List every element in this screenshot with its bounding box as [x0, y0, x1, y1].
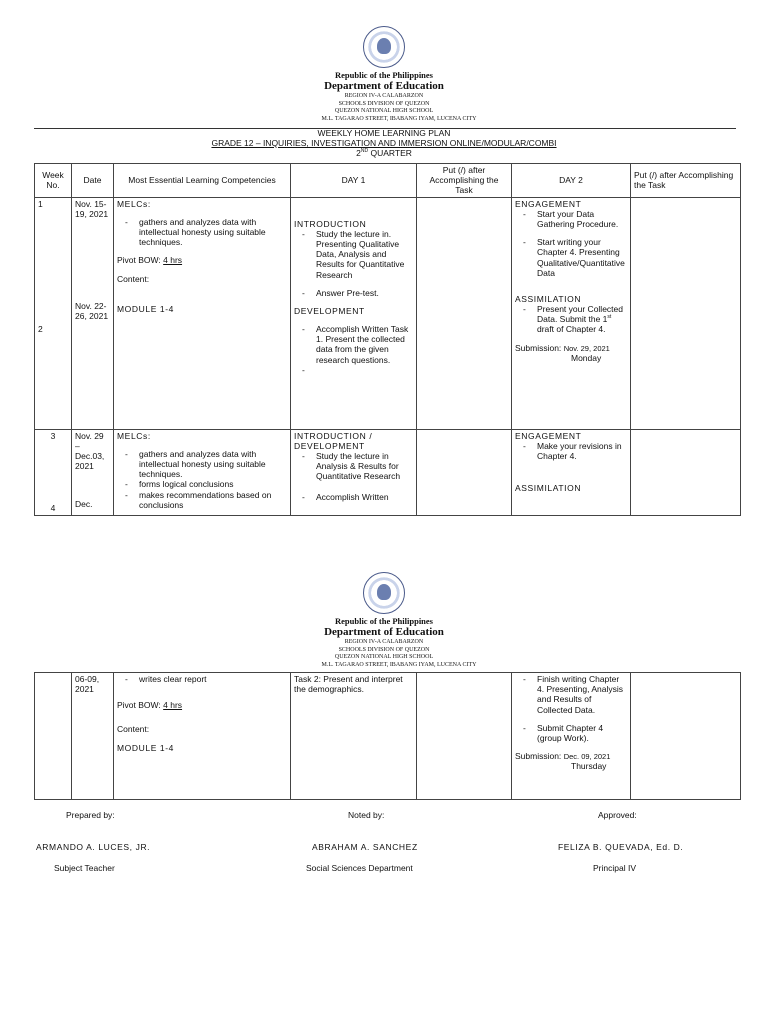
checkbox-cell-day2[interactable] — [631, 673, 741, 800]
deped-seal-icon — [363, 572, 405, 614]
prepared-title: Subject Teacher — [54, 863, 115, 873]
checkbox-cell-day1[interactable] — [417, 197, 512, 429]
engagement-heading: ENGAGEMENT — [515, 198, 582, 209]
week-number: 1 — [38, 198, 43, 209]
table-row — [35, 197, 741, 429]
learning-plan-table — [34, 163, 741, 516]
approved-name: FELIZA B. QUEVADA, Ed. D. — [558, 842, 684, 852]
day2-task: - Start writing your Chapter 4. Presenting Qualitative/Quantitative Data — [537, 237, 627, 278]
pivot-bow — [117, 700, 287, 710]
content-label: Content: — [117, 273, 150, 284]
pivot-value: 4 hrs — [163, 255, 183, 266]
region-label: REGION IV-A CALABARZON — [344, 639, 424, 646]
submission-date: Dec. 09, 2021 — [563, 752, 611, 762]
pivot-label: Pivot BOW: — [117, 700, 161, 711]
week-number: 4 — [50, 502, 56, 513]
header-put2: Put (/) after Accomplishing the Task — [631, 164, 741, 198]
day2-cell — [512, 673, 631, 800]
header-put1: Put (/) after Accomplishing the Task — [417, 164, 512, 198]
table-header-row — [35, 164, 741, 198]
assimilation-heading: ASSIMILATION — [515, 483, 582, 494]
submission-label: Submission: — [515, 342, 562, 353]
content-label: Content: — [117, 724, 150, 735]
engagement-heading: ENGAGEMENT — [515, 430, 582, 441]
header-melc: Most Essential Learning Competencies — [114, 164, 291, 198]
date-range: Nov. 15-19, 2021 — [75, 198, 109, 219]
approved-label: Approved: — [598, 810, 637, 820]
school-name: QUEZON NATIONAL HIGH SCHOOL — [334, 108, 434, 115]
checkbox-cell-day1[interactable] — [417, 429, 512, 515]
letterhead-page1 — [0, 26, 768, 123]
introduction-heading: INTRODUCTION — [294, 218, 367, 229]
learning-plan-table-continued — [34, 672, 741, 800]
quarter-number: 2 — [356, 147, 361, 158]
department-name: Department of Education — [324, 626, 444, 639]
day2-task: - Finish writing Chapter 4. Presenting, Analysis and Results of Collected Data. — [537, 674, 627, 715]
school-address: M.L. TAGARAO STREET, IBABANG IYAM, LUCENA CITY — [321, 115, 477, 122]
plan-title-line1: WEEKLY HOME LEARNING PLAN — [317, 128, 451, 138]
pivot-label: Pivot BOW: — [117, 255, 161, 266]
quarter-word: QUARTER — [370, 147, 412, 158]
day1-cell: Task 2: Present and interpret the demographics. — [291, 673, 417, 800]
day2-cell — [512, 197, 631, 429]
melcs-heading: MELCs: — [117, 198, 151, 209]
prepared-by-label: Prepared by: — [66, 810, 115, 820]
deped-seal-icon — [363, 26, 405, 68]
module-label: MODULE 1-4 — [117, 742, 175, 753]
day2-task — [537, 304, 627, 335]
header-week: Week No. — [35, 164, 72, 198]
school-name: QUEZON NATIONAL HIGH SCHOOL — [334, 654, 434, 661]
date-cell: 06-09, 2021 — [72, 673, 114, 800]
submission-day: Thursday — [571, 761, 607, 772]
melc-item: - gathers and analyzes data with intellectual honesty using suitable techniques. — [139, 217, 287, 248]
submission-info — [515, 343, 627, 353]
day2-task: - Make your revisions in Chapter 4. — [537, 441, 627, 461]
header-day1: DAY 1 — [291, 164, 417, 198]
day1-task: - Study the lecture in. Presenting Qualitative Data, Analysis and Results for Quantitative Research — [316, 229, 413, 280]
day2-task: - Start your Data Gathering Procedure. — [537, 209, 627, 229]
plan-title — [0, 129, 768, 158]
approved-title: Principal IV — [593, 863, 636, 873]
letterhead-page2 — [0, 572, 768, 669]
date-range: Dec. — [75, 499, 93, 510]
day1-task: - Accomplish Written — [316, 492, 413, 502]
school-address: M.L. TAGARAO STREET, IBABANG IYAM, LUCENA CITY — [321, 661, 477, 668]
checkbox-cell-day2[interactable] — [631, 429, 741, 515]
republic-label: Republic of the Philippines — [334, 70, 433, 80]
pivot-value: 4 hrs — [163, 700, 183, 711]
table-row — [35, 429, 741, 515]
task-text: Present your Collected Data. Submit the 1 — [537, 304, 623, 325]
melc-cell — [114, 429, 291, 515]
week-cell — [35, 197, 72, 429]
day2-task: - Submit Chapter 4 (group Work). — [537, 723, 627, 743]
republic-label: Republic of the Philippines — [334, 616, 433, 626]
module-label: MODULE 1-4 — [117, 303, 175, 314]
day1-task: - Study the lecture in Analysis & Results for Quantitative Research — [316, 451, 413, 482]
melc-item: - writes clear report — [139, 674, 287, 684]
ordinal-suffix: st — [607, 314, 612, 321]
date-cell — [72, 197, 114, 429]
day1-cell — [291, 429, 417, 515]
week-number: 3 — [50, 430, 56, 441]
melc-item: - gathers and analyzes data with intellectual honesty using suitable techniques. — [139, 449, 287, 480]
header-date: Date — [72, 164, 114, 198]
department-name: Department of Education — [324, 80, 444, 93]
plan-title-line2: GRADE 12 – INQUIRIES, INVESTIGATION AND IMMERSION ONLINE/MODULAR/COMBI — [211, 137, 557, 148]
quarter-label — [0, 149, 768, 159]
melc-cell — [114, 673, 291, 800]
date-range: Nov. 22-26, 2021 — [75, 300, 109, 322]
prepared-name: ARMANDO A. LUCES, JR. — [36, 842, 151, 852]
melc-item: - makes recommendations based on conclusions — [139, 490, 287, 510]
day1-task: - Answer Pre-test. — [316, 288, 413, 298]
development-heading: DEVELOPMENT — [294, 305, 365, 316]
submission-date: Nov. 29, 2021 — [563, 343, 610, 353]
checkbox-cell-day1[interactable] — [417, 673, 512, 800]
date-cell — [72, 429, 114, 515]
assimilation-heading: ASSIMILATION — [515, 293, 582, 304]
week-cell — [35, 673, 72, 800]
quarter-suffix: ND — [360, 147, 369, 154]
division-label: SCHOOLS DIVISION OF QUEZON — [338, 100, 430, 107]
day1-cell — [291, 197, 417, 429]
noted-name: ABRAHAM A. SANCHEZ — [312, 842, 418, 852]
melc-item: - forms logical conclusions — [139, 479, 287, 489]
day1-task: - Accomplish Written Task 1. Present the collected data from the given research questions. — [316, 324, 413, 365]
melc-cell — [114, 197, 291, 429]
melcs-heading: MELCs: — [117, 430, 151, 441]
header-day2: DAY 2 — [512, 164, 631, 198]
region-label: REGION IV-A CALABARZON — [344, 93, 424, 100]
checkbox-cell-day2[interactable] — [631, 197, 741, 429]
submission-day: Monday — [571, 352, 602, 363]
pivot-bow — [117, 255, 287, 265]
day2-cell — [512, 429, 631, 515]
submission-info — [515, 751, 627, 761]
week-cell — [35, 429, 72, 515]
week-number: 2 — [38, 323, 43, 334]
date-range: Nov. 29 – Dec.03, 2021 — [75, 430, 105, 472]
noted-title: Social Sciences Department — [306, 863, 413, 873]
introduction-heading: INTRODUCTION / DEVELOPMENT — [294, 430, 373, 451]
noted-by-label: Noted by: — [348, 810, 385, 820]
submission-label: Submission: — [515, 751, 562, 762]
table-row — [35, 673, 741, 800]
division-label: SCHOOLS DIVISION OF QUEZON — [338, 646, 430, 653]
task-text: draft of Chapter 4. — [537, 324, 606, 335]
